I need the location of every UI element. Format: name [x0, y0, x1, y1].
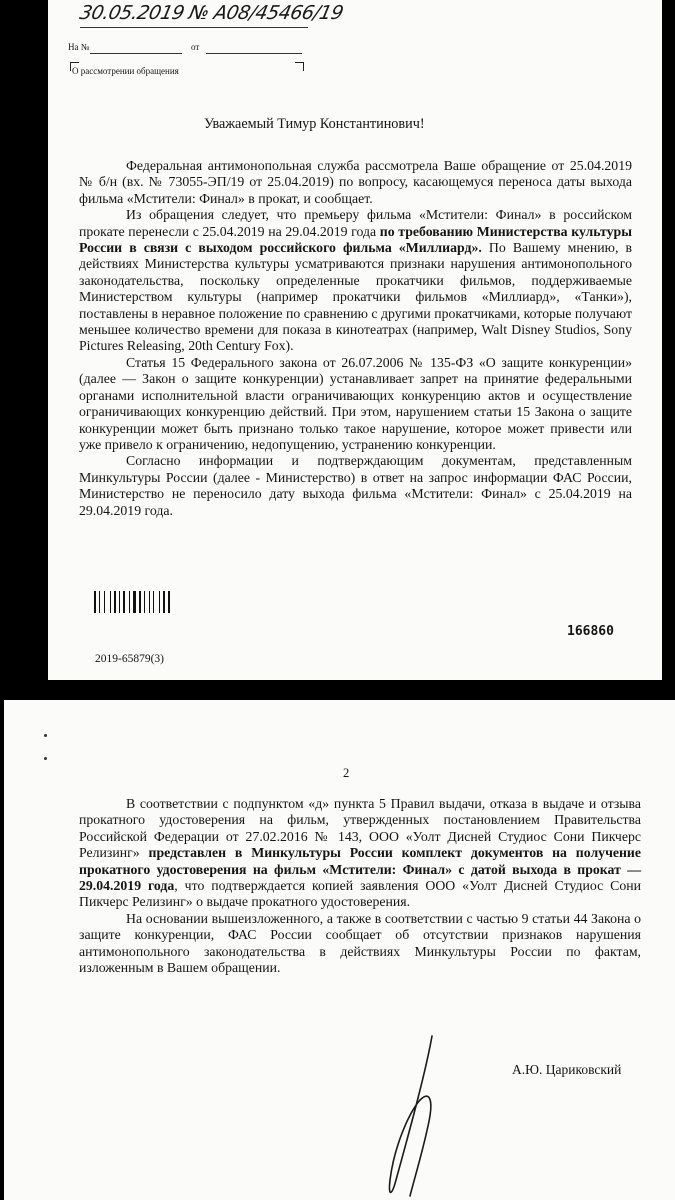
- barcode-stripe: [129, 591, 130, 613]
- registration-number: 2019-65879(3): [95, 653, 164, 665]
- barcode-stripe: [119, 591, 120, 613]
- letter-paragraph: [79, 453, 632, 519]
- letter-body-page-2: [79, 796, 641, 976]
- barcode-stripe: [144, 591, 145, 613]
- page-number: 2: [343, 766, 350, 780]
- barcode-stripe: [159, 591, 160, 613]
- handwritten-date-number: 30.05.2019 № А08/45466/19: [77, 2, 346, 24]
- barcode-stripe: [133, 591, 136, 613]
- letter-paragraph: [79, 911, 641, 977]
- barcode-stripe: [94, 591, 96, 613]
- letter-page-1: [48, 0, 662, 680]
- barcode-stripe: [139, 591, 141, 613]
- salutation: Уважаемый Тимур Константинович!: [204, 116, 425, 132]
- letter-body-page-1: [79, 158, 632, 519]
- barcode-stripe: [104, 591, 105, 613]
- text-run: Статья 15 Федерального закона от 26.07.2006 № 135-ФЗ «О защите конкуренции» (далее — Закон о защите конкуренции) устанавливает запрет на принятие федеральными органами исполнительной власти ограничивающих конкуренцию актов и осуществление ограничивающих конкуренцию действий. При этом, нарушением статьи 15 Закона о защите конкуренции может быть признано только такое нарушение, которое может привести или уже привело к ограничению, недопущению, устранению конкуренции.: [79, 354, 632, 452]
- text-run: В соответствии с подпунктом «д» пункта 5 Правил выдачи, отказа в выдаче и отзыва прокатного удостоверения на фильм, утвержденных постановлением Правительства Российской Федерации от 27.02.2016 № 143, ООО «Уолт Дисней Студиос Сони Пикчерс Релизинг»: [79, 796, 641, 861]
- text-run: Федеральная антимонопольная служба рассмотрела Ваше обращение от 25.04.2019 № б/н (вх. № 73055-ЭП/19 от 25.04.2019) по вопросу, касающемуся переноса даты выхода фильма «Мстители: Финал» в прокат, и сообщает.: [79, 158, 632, 206]
- letter-paragraph: [79, 158, 632, 207]
- barcode-stripe: [153, 591, 154, 613]
- letter-paragraph: [79, 355, 632, 453]
- barcode-stripe: [99, 591, 100, 613]
- handwritten-signature: [374, 1030, 484, 1200]
- letter-page-2: [4, 700, 675, 1200]
- letter-paragraph: [79, 207, 632, 355]
- document-code: 166860: [567, 624, 614, 639]
- subject-bracket-right: [295, 62, 304, 71]
- text-run: Согласно информации и подтверждающим документам, представленным Минкультуры России (далее - Министерство) в ответ на запрос информации ФАС России, Министерство не переносило дату выхода фильма «Мстители: Финал» с 25.04.2019 на 29.04.2019 года.: [79, 453, 632, 518]
- text-run: По Вашему мнению, в действиях Министерства культуры усматриваются признаки нарушения антимонопольного законодательства, поскольку определенные прокатчики фильмов, поддерживаемые Министерством культуры (например прокатчики фильмов «Миллиард», «Танки»), поставлены в неравное положение по сравнению с другими прокатчиками, которые получают меньшее количество времени для показа в кинотеатрах (например, Walt Disney Studios, Sony Pictures Releasing, 20th Century Fox).: [79, 240, 633, 354]
- scan-dot: [44, 757, 47, 760]
- barcode-stripe: [114, 591, 116, 613]
- barcode-stripe: [168, 591, 170, 613]
- from-field-line: [206, 53, 302, 54]
- scan-dot: [44, 734, 47, 737]
- signer-name: А.Ю. Цариковский: [512, 1062, 622, 1077]
- barcode-stripe: [163, 591, 165, 613]
- barcode: [94, 591, 184, 613]
- letter-paragraph: [79, 796, 641, 911]
- from-label: от: [191, 42, 200, 52]
- text-run: Из обращения следует, что премьеру фильма «Мстители: Финал» в российском прокате перенесли с 25.04.2019 на 29.04.2019 года: [79, 207, 632, 239]
- number-label: На №: [68, 42, 90, 52]
- subject-line: О рассмотрении обращения: [72, 66, 179, 76]
- text-run: На основании вышеизложенного, а также в соответствии с частью 9 статьи 44 Закона о защите конкуренции, ФАС России сообщает об отсутствии признаков нарушения антимонопольного законодательства в действиях Минкультуры России по фактам, изложенным в Вашем обращении.: [79, 910, 641, 976]
- barcode-stripe: [110, 591, 111, 613]
- date-underline: [80, 27, 308, 28]
- number-field-line: [90, 53, 182, 54]
- barcode-stripe: [149, 591, 150, 613]
- bold-text-run: представлен в Минкультуры России комплект документов на получение прокатного удостоверения на фильм «Мстители: Финал» с датой выхода в прокат — 29.04.2019 года: [79, 845, 642, 894]
- bold-text-run: по требованию Министерства культуры России в связи с выходом российского фильма «Миллиард».: [79, 223, 633, 256]
- barcode-stripe: [123, 591, 125, 613]
- text-run: , что подтверждается копией заявления ООО «Уолт Дисней Студиос Сони Пикчерс Релизинг» о выдаче прокатного удостоверения.: [79, 878, 641, 910]
